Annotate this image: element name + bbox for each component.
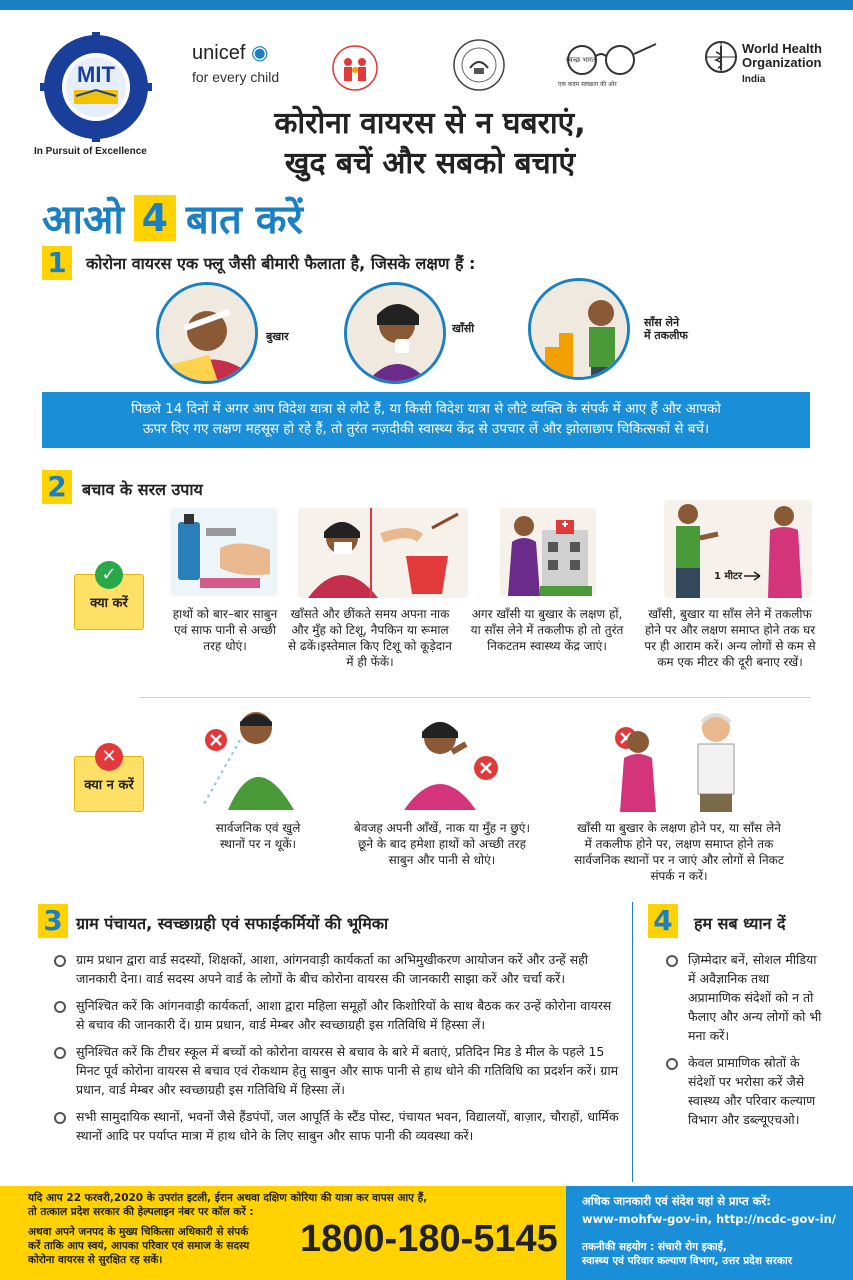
dont-caption-1: सार्वजनिक एवं खुले स्थानों पर न थूकें। — [215, 821, 301, 851]
symptom-breathing-line2: में तकलीफ — [644, 329, 688, 342]
handwash-illustration — [170, 508, 278, 596]
headline-line2: खुद बचें और सबको बचाएं — [284, 146, 576, 181]
footer-links[interactable]: www-mohfw-gov-in, http://ncdc-gov-in/ — [582, 1212, 836, 1226]
notice-line1: पिछले 14 दिनों में अगर आप विदेश यात्रा से लौटे हैं, या किसी विदेश यात्रा से लौटे व्यक्ति के संपर्क में आए हैं और आपको — [131, 401, 721, 417]
footer-travel-line1: यदि आप 22 फरवरी,2020 के उपरांत इटली, ईरान अथवा दक्षिण कोरिया की यात्रा कर वापस आए हैं, — [28, 1192, 428, 1204]
section4-title: हम सब ध्यान दें — [694, 914, 786, 933]
top-accent-bar — [0, 0, 853, 10]
list-item: सुनिश्चित करें कि टीचर स्कूल में बच्चों को कोरोना वायरस से बचाव के बारे में बताएं, प्रतिदिन मिड डे मील के पहले 15 मिनट पूर्व कोरोना वायरस से बचाव एवं रोकथाम हेतु साबुन और साफ पानी से हाथ धोने की गतिविधि का प्रदर्शन करें। ग्राम प्रधान, वार्ड मेम्बर और स्वच्छाग्रही इस गतिविधि में हिस्सा लें। — [52, 1042, 622, 1099]
travel-notice-box — [42, 392, 810, 448]
footer-contact-line1: अथवा अपने जनपद के मुख्य चिकित्सा अधिकारी से संपर्क — [28, 1226, 249, 1238]
section2-number: 2 — [42, 470, 72, 504]
banner-number: 4 — [134, 195, 176, 241]
symptom-cough-label: खाँसी — [452, 322, 475, 335]
who-name: World Health Organization — [742, 41, 822, 70]
do-caption-3: अगर खाँसी या बुखार के लक्षण हों, या साँस लेने में तकलीफ हो तो तुरंत निकटतम स्वास्थ्य केंद्र जाएं। — [470, 607, 624, 653]
globe-icon: ◉ — [250, 42, 269, 64]
swachh-sub: एक कदम स्वच्छता की ओर — [558, 81, 617, 88]
footer-support-line1: तकनीकी सहयोग : संचारी रोग इकाई, — [582, 1241, 727, 1253]
section2-title: बचाव के सरल उपाय — [82, 480, 203, 499]
list-item: केवल प्रामाणिक स्रोतों के संदेशों पर भरोसा करें जैसे स्वास्थ्य और परिवार कल्याण विभाग और डब्ल्यूएचओ। — [664, 1053, 824, 1129]
section3-title: ग्राम पंचायत, स्वच्छाग्रही एवं सफाईकर्मियों की भूमिका — [76, 914, 389, 933]
section4-list — [664, 950, 824, 1137]
do-label: क्या करें — [90, 596, 128, 611]
unicef-tagline: for every child — [192, 69, 280, 85]
check-icon: ✓ — [95, 561, 123, 589]
section1-number: 1 — [42, 246, 72, 280]
symptom-breathing-line1: साँस लेने — [644, 316, 680, 329]
swachh-text: स्वच्छ भारत — [566, 56, 596, 64]
headline-line1: कोरोना वायरस से न घबराएं, — [274, 106, 586, 141]
section4-number: 4 — [648, 904, 678, 938]
who-emblem-icon — [704, 40, 738, 74]
dont-caption-2: बेवजह अपनी आँखें, नाक या मुँह न छुएं।छूने के बाद हमेशा हाथों को अच्छी तरह साबुन और पानी से धोएं। — [353, 821, 530, 867]
mit-logo — [36, 32, 156, 142]
list-item: सुनिश्चित करें कि आंगनवाड़ी कार्यकर्ता, आशा द्वारा महिला समूहों और किशोरियों के साथ बैठक कर उन्हें कोरोना वायरस से बचाव की जानकारी दें। ग्राम प्रधान, वार्ड मेम्बर और स्वच्छाग्रही इस गतिविधि में हिस्सा लें। — [52, 996, 622, 1034]
footer-contact-line2: करें ताकि आप स्वयं, आपका परिवार एवं समाज के सदस्य — [28, 1240, 250, 1252]
do-caption-1: हाथों को बार–बार साबुन एवं साफ पानी से अच्छी तरह धोएं। — [172, 607, 278, 653]
dont-caption-3: खाँसी या बुखार के लक्षण होने पर, या साँस लेने में तकलीफ होने पर, लक्षण समाप्त होने तक सार्वजनिक स्थानों पर न जाएं और लोगों से निकट संपर्क न करें। — [574, 821, 784, 883]
footer-info-title: अधिक जानकारी एवं संदेश यहां से प्राप्त करें: — [582, 1194, 771, 1208]
sneeze-cover-illustration — [298, 508, 468, 598]
footer-support-line2: स्वास्थ्य एवं परिवार कल्याण विभाग, उत्तर प्रदेश सरकार — [582, 1255, 793, 1267]
avoid-contact-illustration — [600, 708, 782, 812]
cough-illustration — [344, 282, 446, 384]
spitting-illustration — [198, 704, 306, 810]
main-headline — [200, 104, 660, 184]
section1-title: कोरोना वायरस एक फ्लू जैसी बीमारी फैलाता है, जिसके लक्षण हैं : — [86, 254, 476, 273]
who-logo — [704, 40, 824, 92]
up-government-seal — [452, 38, 506, 92]
footer-travel-line2: तो तत्काल प्रदेश सरकार की हेल्पलाइन नंबर पर कॉल करें : — [28, 1206, 254, 1218]
do-tag — [74, 564, 144, 630]
banner-part1: आओ — [42, 197, 124, 243]
distance-label: 1 मीटर — [712, 568, 744, 582]
health-center-illustration — [500, 508, 596, 596]
swachh-bharat-logo — [552, 42, 662, 92]
do-caption-4: खाँसी, बुखार या साँस लेने में तकलीफ होने पर और लक्षण समाप्त होने तक घर पर ही आराम करें। अन्य लोगों से कम से कम एक मीटर की दूरी बनाए रखें। — [644, 607, 816, 669]
banner-title — [42, 190, 303, 245]
list-item: ग्राम प्रधान द्वारा वार्ड सदस्यों, शिक्षकों, आशा, आंगनवाड़ी कार्यकर्ता का अभिमुखीकरण आयोजन करें और उन्हें सही जानकारी देना। वार्ड सदस्य अपने वार्ड के लोगों के बीच कोरोना वायरस की जानकारी साझा करें और चर्चा करें। — [52, 950, 622, 988]
unicef-name: unicef — [192, 42, 246, 64]
dont-tag — [74, 746, 144, 812]
notice-line2: ऊपर दिए गए लक्षण महसूस हो रहे हैं, तो तुरंत नज़दीकी स्वास्थ्य केंद्र से उपचार लें और झोलाछाप चिकित्सकों से बचें। — [142, 421, 710, 437]
do-caption-2: खाँसते और छींकते समय अपना नाक और मुँह को टिशू, नैपकिन या रूमाल से ढकें।इस्तेमाल किए टिशू को कूड़ेदान में ही फेंकें। — [288, 607, 452, 669]
helpline-number[interactable]: 1800-180-5145 — [300, 1218, 558, 1260]
footer-contact-line3: कोरोना वायरस से सुरक्षित रह सकें। — [28, 1254, 163, 1266]
breathing-illustration — [528, 278, 630, 380]
nhm-logo — [322, 40, 388, 92]
section3-number: 3 — [38, 904, 68, 938]
who-country: India — [742, 74, 766, 85]
do-dont-divider — [140, 697, 810, 698]
symptom-fever-label: बुखार — [266, 330, 289, 343]
banner-part2: बात करें — [185, 197, 303, 243]
list-item: सभी सामुदायिक स्थानों, भवनों जैसे हैंडपंपों, जल आपूर्ति के स्टैंड पोस्ट, पंचायत भवन, विद्यालयों, बाज़ार, चौराहों, धार्मिक स्थानों आदि पर पर्याप्त मात्रा में हाथ धोने के लिए साबुन और साफ पानी की व्यवस्था करें। — [52, 1107, 622, 1145]
svg-text:MIT: MIT — [77, 62, 115, 87]
section-divider — [632, 902, 633, 1182]
unicef-logo — [192, 40, 279, 85]
section3-list — [52, 950, 622, 1153]
fever-illustration — [156, 282, 258, 384]
mit-tagline: In Pursuit of Excellence — [34, 146, 147, 157]
dont-label: क्या न करें — [84, 778, 134, 793]
footer-info-panel — [566, 1186, 853, 1280]
symptom-breathing-label — [644, 316, 688, 342]
list-item: ज़िम्मेदार बनें, सोशल मीडिया में अवैज्ञानिक तथा अप्रामाणिक संदेशों को न तो फैलाए और अन्य लोगों को भी मना करें। — [664, 950, 824, 1045]
cross-icon: ✕ — [95, 743, 123, 771]
distance-illustration — [664, 500, 812, 598]
touch-face-illustration — [396, 712, 502, 810]
footer-helpline-panel — [0, 1186, 566, 1280]
